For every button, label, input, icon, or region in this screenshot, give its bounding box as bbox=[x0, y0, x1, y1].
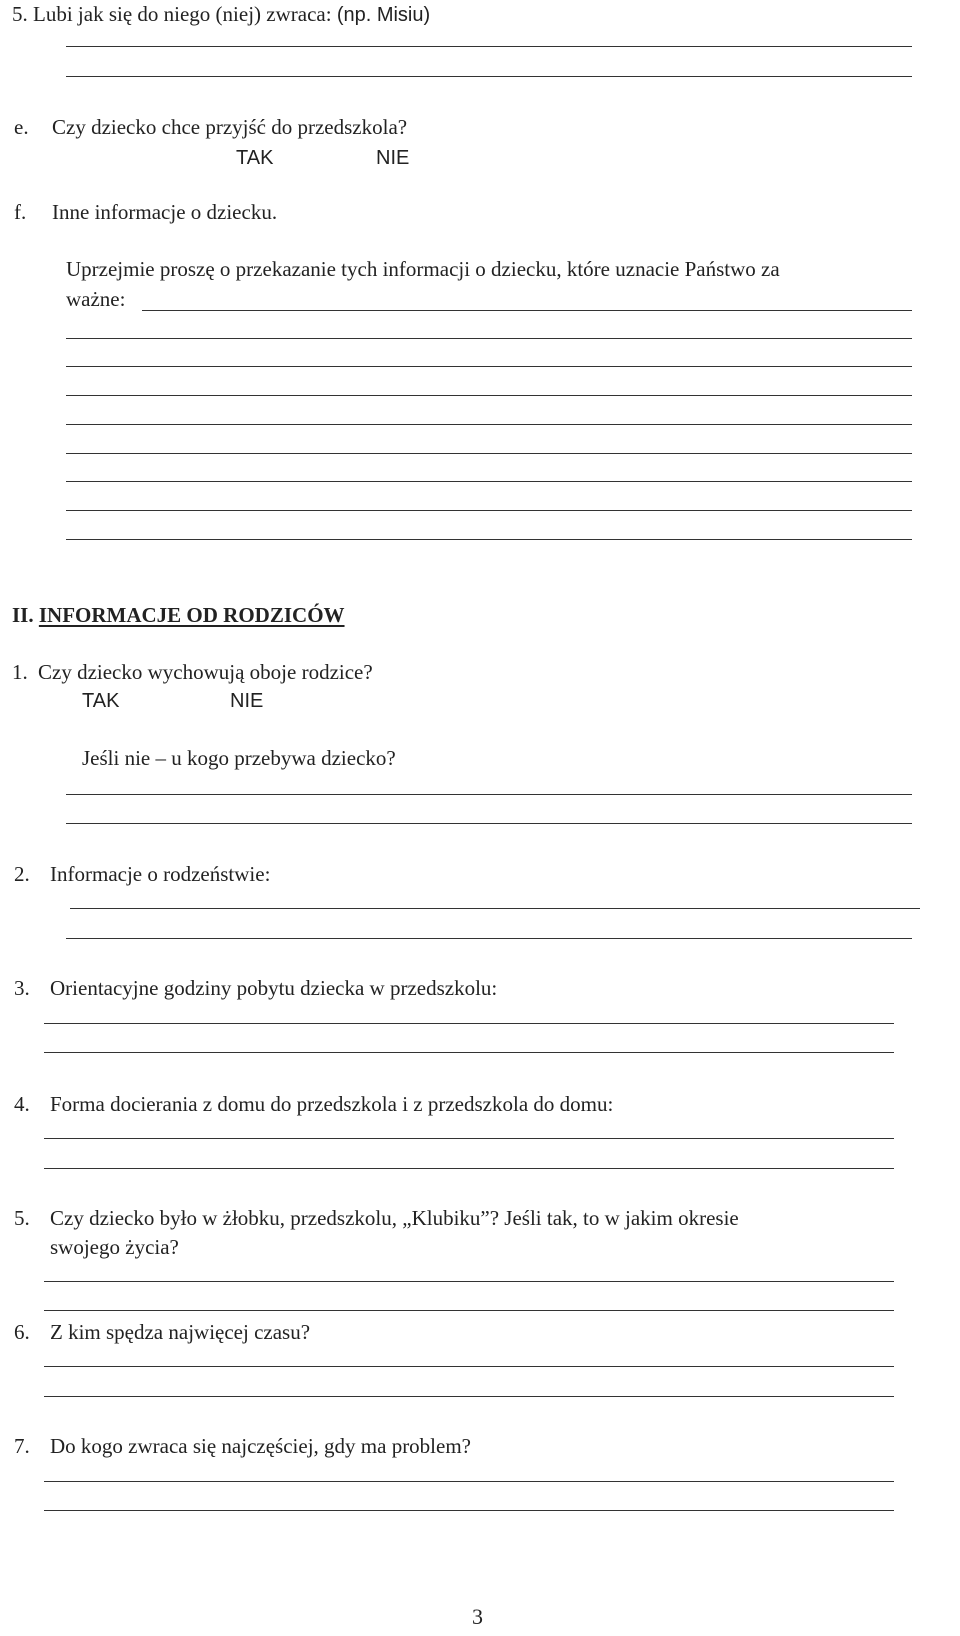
answer-line[interactable] bbox=[66, 510, 912, 511]
question-text: Do kogo zwraca się najczęściej, gdy ma problem? bbox=[50, 1434, 471, 1458]
answer-line[interactable] bbox=[44, 1052, 894, 1053]
question-text: Z kim spędza najwięcej czasu? bbox=[50, 1320, 311, 1344]
question-1-yes-option[interactable]: TAK bbox=[82, 690, 120, 712]
section-heading bbox=[12, 603, 345, 627]
item-f-body-line1: Uprzejmie proszę o przekazanie tych informacji o dziecku, które uznacie Państwo za bbox=[66, 257, 780, 281]
question-number: 6. bbox=[14, 1320, 30, 1344]
q5-top-number: 5. bbox=[12, 2, 28, 26]
question-3 bbox=[14, 976, 498, 1000]
answer-line[interactable] bbox=[44, 1366, 894, 1367]
item-e-no-option[interactable]: NIE bbox=[376, 147, 410, 169]
item-f-letter: f. bbox=[14, 200, 27, 224]
question-number: 7. bbox=[14, 1434, 30, 1458]
question-number: 2. bbox=[14, 862, 30, 886]
section-title: INFORMACJE OD RODZICÓW bbox=[38, 603, 345, 627]
question-1 bbox=[12, 660, 373, 684]
question-2 bbox=[14, 862, 271, 886]
item-e-letter: e. bbox=[14, 115, 29, 139]
question-6 bbox=[14, 1320, 311, 1344]
answer-line[interactable] bbox=[44, 1138, 894, 1139]
item-f-body-line2: ważne: bbox=[66, 287, 126, 311]
question-5-text-cont: swojego życia? bbox=[50, 1235, 179, 1259]
answer-line[interactable] bbox=[66, 794, 912, 795]
answer-line[interactable] bbox=[66, 395, 912, 396]
item-e-yes-option[interactable]: TAK bbox=[236, 147, 274, 169]
question-number: 3. bbox=[14, 976, 30, 1000]
section-number: II. bbox=[12, 603, 34, 627]
answer-line[interactable] bbox=[44, 1510, 894, 1511]
answer-line[interactable] bbox=[66, 46, 912, 47]
item-e-text: Czy dziecko chce przyjść do przedszkola? bbox=[52, 115, 408, 139]
question-text: Informacje o rodzeństwie: bbox=[50, 862, 271, 886]
answer-line[interactable] bbox=[142, 310, 912, 311]
answer-line[interactable] bbox=[44, 1281, 894, 1282]
question-1-no-option[interactable]: NIE bbox=[230, 690, 264, 712]
answer-line[interactable] bbox=[66, 481, 912, 482]
answer-line[interactable] bbox=[44, 1023, 894, 1024]
item-e-question bbox=[14, 115, 408, 139]
answer-line[interactable] bbox=[44, 1481, 894, 1482]
question-number: 5. bbox=[14, 1206, 30, 1230]
question-4 bbox=[14, 1092, 614, 1116]
question-text: Czy dziecko było w żłobku, przedszkolu, „Klubiku”? Jeśli tak, to w jakim okresie bbox=[50, 1206, 739, 1230]
answer-line[interactable] bbox=[44, 1310, 894, 1311]
question-text: Forma docierania z domu do przedszkola i z przedszkola do domu: bbox=[50, 1092, 614, 1116]
question-number: 1. bbox=[12, 660, 28, 684]
q5-top-question bbox=[12, 2, 430, 27]
page-number: 3 bbox=[472, 1604, 483, 1629]
q5-top-text: Lubi jak się do niego (niej) zwraca: bbox=[33, 2, 332, 26]
answer-line[interactable] bbox=[66, 823, 912, 824]
item-f-question bbox=[14, 200, 278, 224]
question-5 bbox=[14, 1206, 739, 1230]
answer-line[interactable] bbox=[44, 1396, 894, 1397]
answer-line[interactable] bbox=[66, 539, 912, 540]
question-number: 4. bbox=[14, 1092, 30, 1116]
answer-line[interactable] bbox=[66, 453, 912, 454]
answer-line[interactable] bbox=[44, 1168, 894, 1169]
question-1-followup: Jeśli nie – u kogo przebywa dziecko? bbox=[82, 746, 396, 770]
question-text: Czy dziecko wychowują oboje rodzice? bbox=[38, 660, 373, 684]
question-text: Orientacyjne godziny pobytu dziecka w przedszkolu: bbox=[50, 976, 498, 1000]
answer-line[interactable] bbox=[66, 338, 912, 339]
answer-line[interactable] bbox=[66, 938, 912, 939]
answer-line[interactable] bbox=[70, 908, 920, 909]
question-7 bbox=[14, 1434, 471, 1458]
answer-line[interactable] bbox=[66, 366, 912, 367]
answer-line[interactable] bbox=[66, 76, 912, 77]
q5-top-example: (np. Misiu) bbox=[336, 4, 431, 26]
answer-line[interactable] bbox=[66, 424, 912, 425]
item-f-text: Inne informacje o dziecku. bbox=[52, 200, 278, 224]
